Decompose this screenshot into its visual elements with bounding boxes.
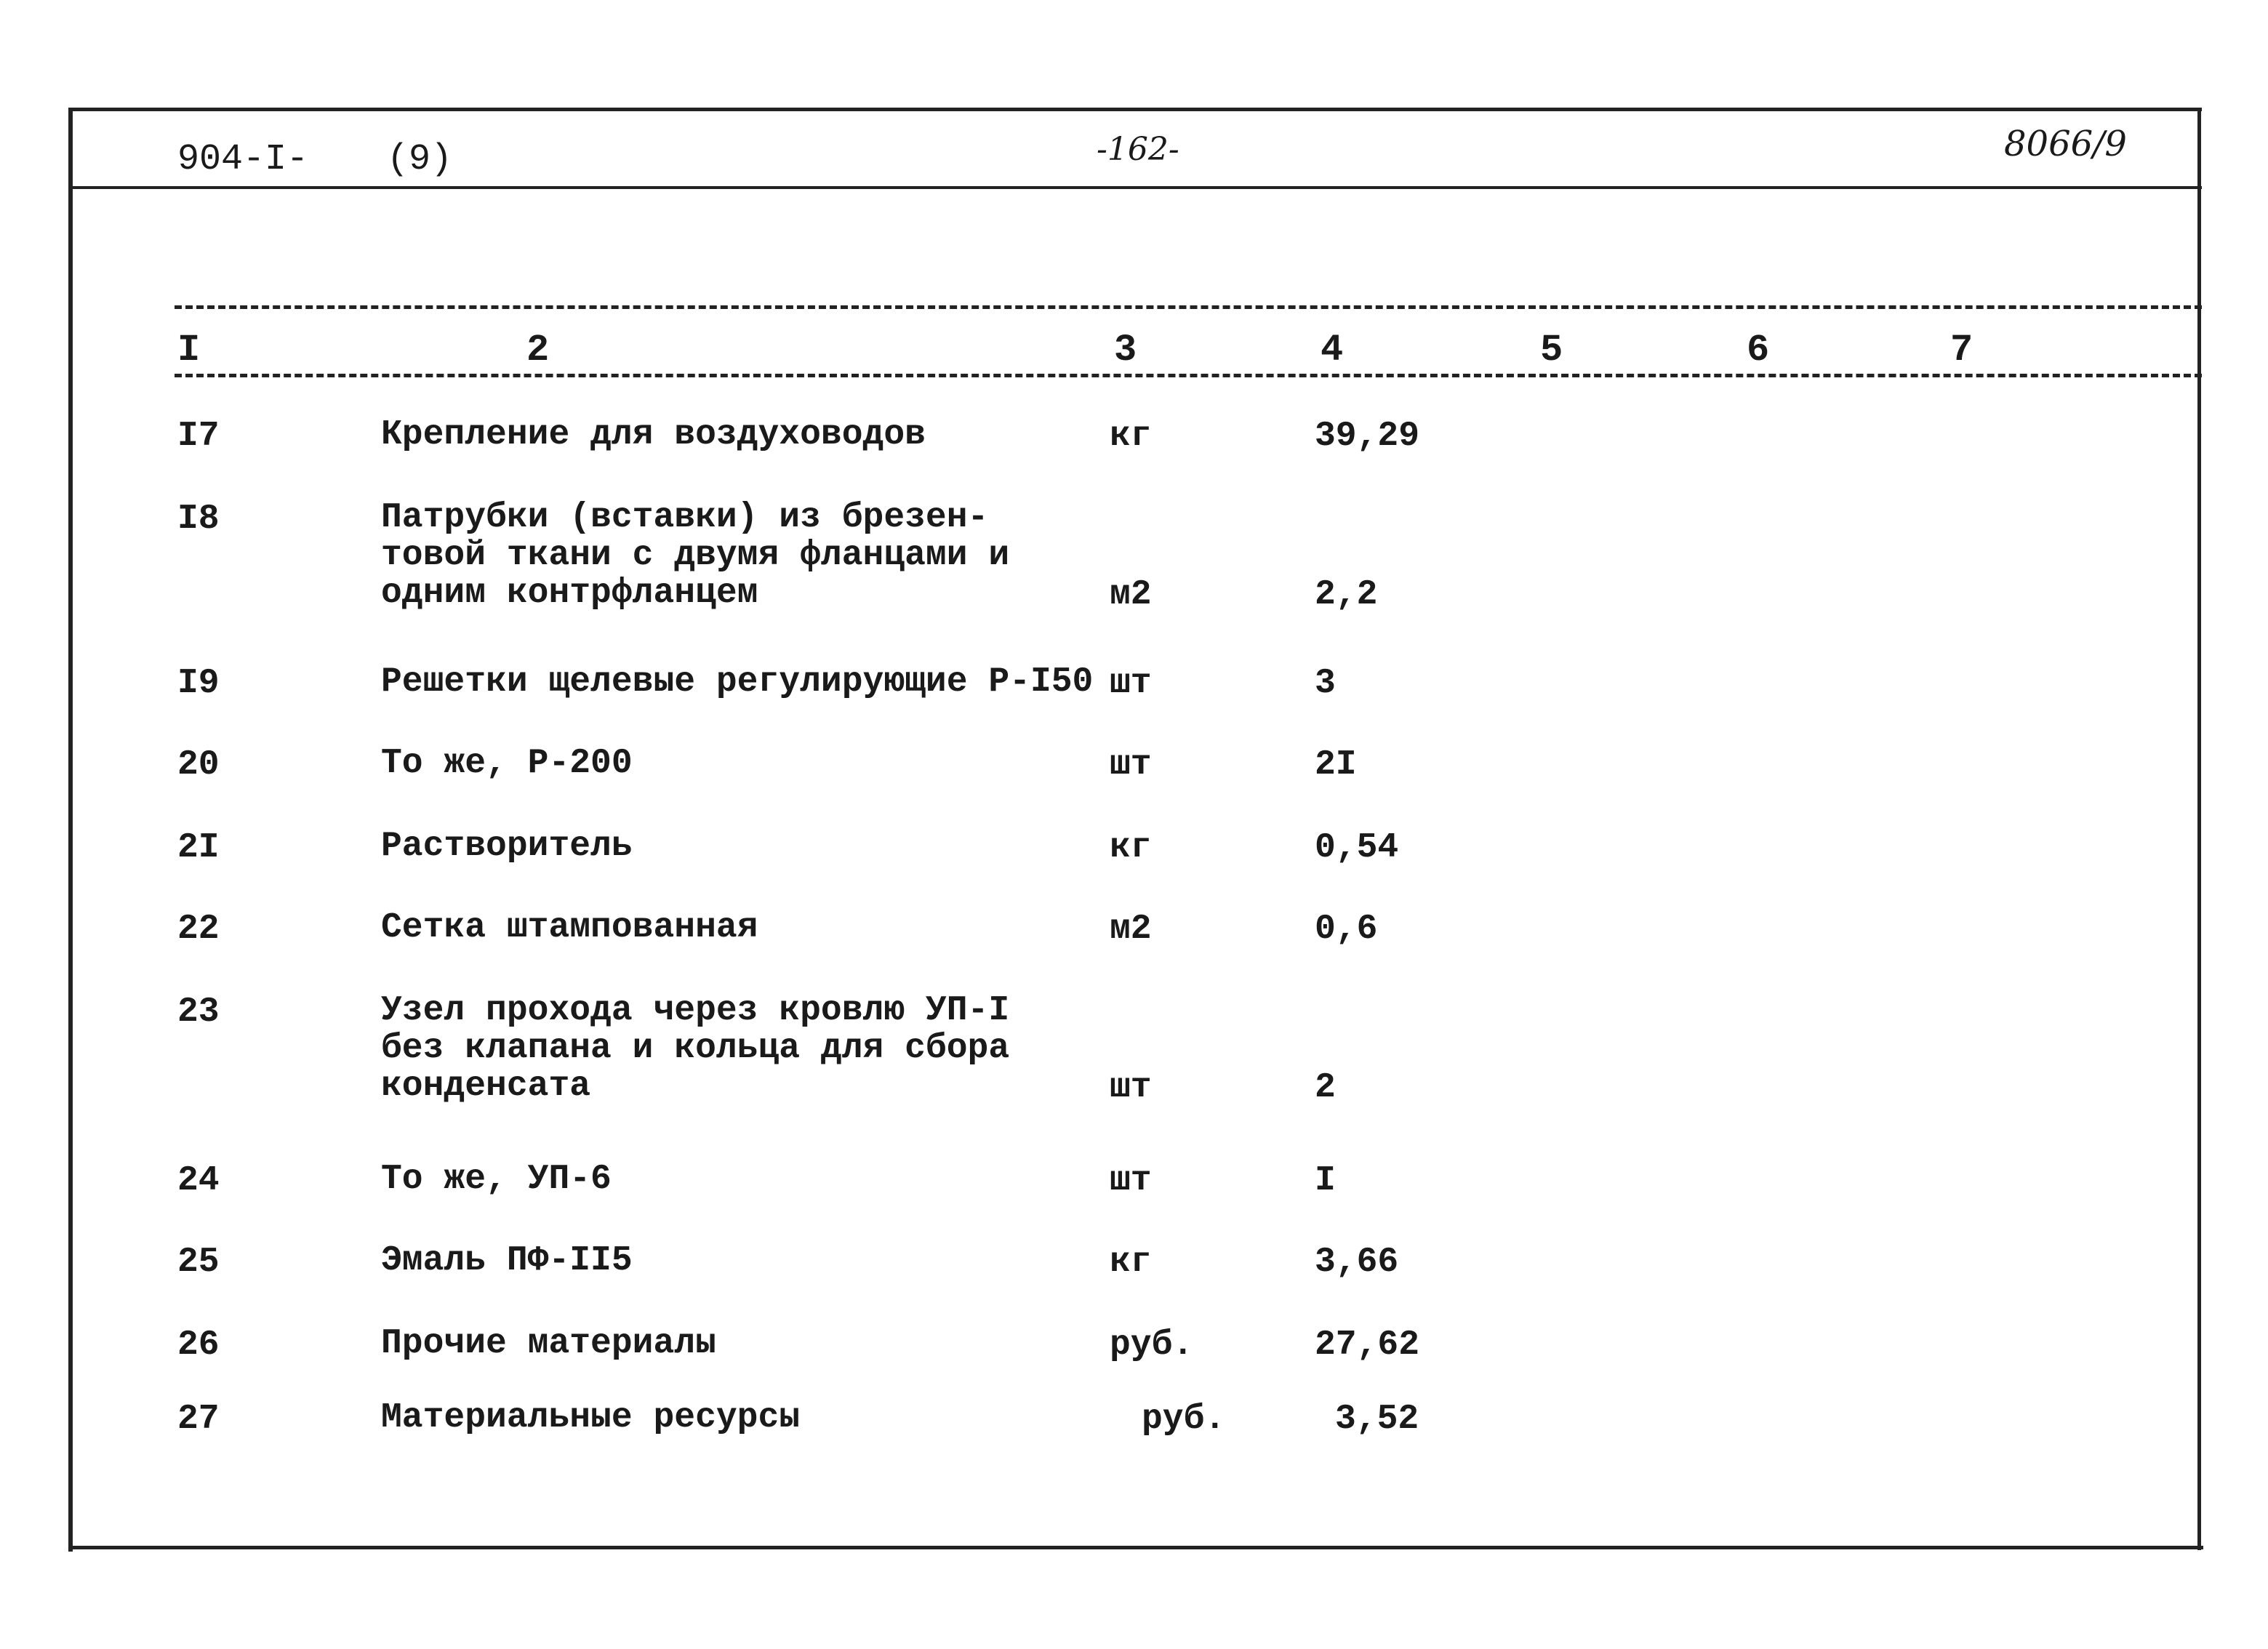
row-unit: м2 — [1110, 575, 1152, 614]
table-row — [0, 992, 2268, 1108]
sheet-number: (9) — [387, 139, 453, 180]
row-item-name — [381, 1399, 1108, 1437]
row-quantity: 2,2 — [1315, 575, 1378, 614]
row-number: 26 — [177, 1325, 220, 1365]
row-item-name-line: То же, Р-200 — [381, 744, 633, 783]
row-number: I8 — [177, 499, 220, 539]
table-row — [0, 1160, 2268, 1201]
row-unit: шт — [1110, 745, 1152, 785]
row-quantity: 27,62 — [1315, 1325, 1420, 1365]
row-item-name-line: Эмаль ПФ-II5 — [381, 1241, 633, 1280]
document-code: 904-I- — [177, 139, 309, 180]
row-quantity: 3,52 — [1335, 1400, 1419, 1439]
frame-top-border — [70, 108, 2202, 111]
row-quantity: I — [1315, 1161, 1336, 1200]
row-number: 25 — [177, 1243, 220, 1282]
row-item-name — [381, 1325, 1108, 1363]
row-unit: руб. — [1110, 1325, 1194, 1365]
row-item-name — [381, 1242, 1108, 1280]
row-number: 20 — [177, 745, 220, 785]
column-number-2: 2 — [522, 329, 553, 372]
row-quantity: 3 — [1315, 664, 1336, 703]
row-item-name — [381, 499, 1108, 612]
row-item-name-line: одним контрфланцем — [381, 574, 758, 613]
row-number: 22 — [177, 910, 220, 949]
row-number: 23 — [177, 992, 220, 1032]
row-item-name-line: Решетки щелевые регулирующие Р-I50 — [381, 662, 1094, 702]
row-item-name-line: товой ткани с двумя фланцами и — [381, 536, 1010, 575]
row-unit: кг — [1110, 417, 1152, 456]
header-divider — [70, 186, 2202, 189]
row-quantity: 0,6 — [1315, 910, 1378, 949]
row-unit: руб. — [1142, 1400, 1226, 1439]
row-item-name-line: Прочие материалы — [381, 1324, 716, 1363]
column-number-5: 5 — [1536, 329, 1567, 372]
table-row — [0, 745, 2268, 785]
row-quantity: 2 — [1315, 1068, 1336, 1107]
column-number-1: I — [173, 329, 204, 372]
table-row — [0, 909, 2268, 950]
column-number-7: 7 — [1946, 329, 1977, 372]
table-row — [0, 499, 2268, 615]
row-item-name-line: Сетка штампованная — [381, 908, 758, 947]
table-row — [0, 416, 2268, 457]
row-item-name-line: конденсата — [381, 1067, 591, 1106]
table-header-bottom-dashed-line — [175, 374, 2202, 377]
row-item-name-line: Материальные ресурсы — [381, 1398, 801, 1437]
table-header-top-dashed-line — [175, 305, 2202, 309]
table-row — [0, 1242, 2268, 1283]
row-quantity: 39,29 — [1315, 417, 1420, 456]
row-number: 24 — [177, 1161, 220, 1200]
row-item-name-line: То же, УП-6 — [381, 1160, 612, 1199]
row-unit: шт — [1110, 664, 1152, 703]
column-number-3: 3 — [1110, 329, 1141, 372]
column-number-6: 6 — [1742, 329, 1774, 372]
row-number: 2I — [177, 828, 220, 867]
row-number: I7 — [177, 417, 220, 456]
inventory-number: 8066/9 — [2004, 124, 2127, 164]
row-item-name — [381, 909, 1108, 947]
column-number-4: 4 — [1316, 329, 1347, 372]
row-number: 27 — [177, 1400, 220, 1439]
table-row — [0, 827, 2268, 868]
page-number: -162- — [1097, 131, 1179, 168]
table-row — [0, 663, 2268, 704]
row-unit: кг — [1110, 828, 1152, 867]
frame-bottom-border — [70, 1546, 2203, 1549]
row-unit: шт — [1110, 1068, 1152, 1107]
row-item-name — [381, 663, 1108, 701]
row-unit: шт — [1110, 1161, 1152, 1200]
table-row — [0, 1325, 2268, 1365]
row-item-name — [381, 827, 1108, 865]
row-item-name — [381, 992, 1108, 1105]
row-unit: кг — [1110, 1243, 1152, 1282]
row-item-name-line: Крепление для воздуховодов — [381, 415, 926, 454]
row-quantity: 0,54 — [1315, 828, 1399, 867]
row-unit: м2 — [1110, 910, 1152, 949]
row-item-name-line: Узел прохода через кровлю УП-I — [381, 991, 1010, 1030]
row-item-name — [381, 1160, 1108, 1198]
row-item-name-line: Растворитель — [381, 827, 633, 866]
row-item-name — [381, 416, 1108, 454]
table-row — [0, 1399, 2268, 1440]
row-item-name — [381, 745, 1108, 782]
row-item-name-line: без клапана и кольца для сбора — [381, 1029, 1010, 1068]
row-item-name-line: Патрубки (вставки) из брезен- — [381, 498, 989, 537]
row-quantity: 2I — [1315, 745, 1357, 785]
row-number: I9 — [177, 664, 220, 703]
row-quantity: 3,66 — [1315, 1243, 1399, 1282]
